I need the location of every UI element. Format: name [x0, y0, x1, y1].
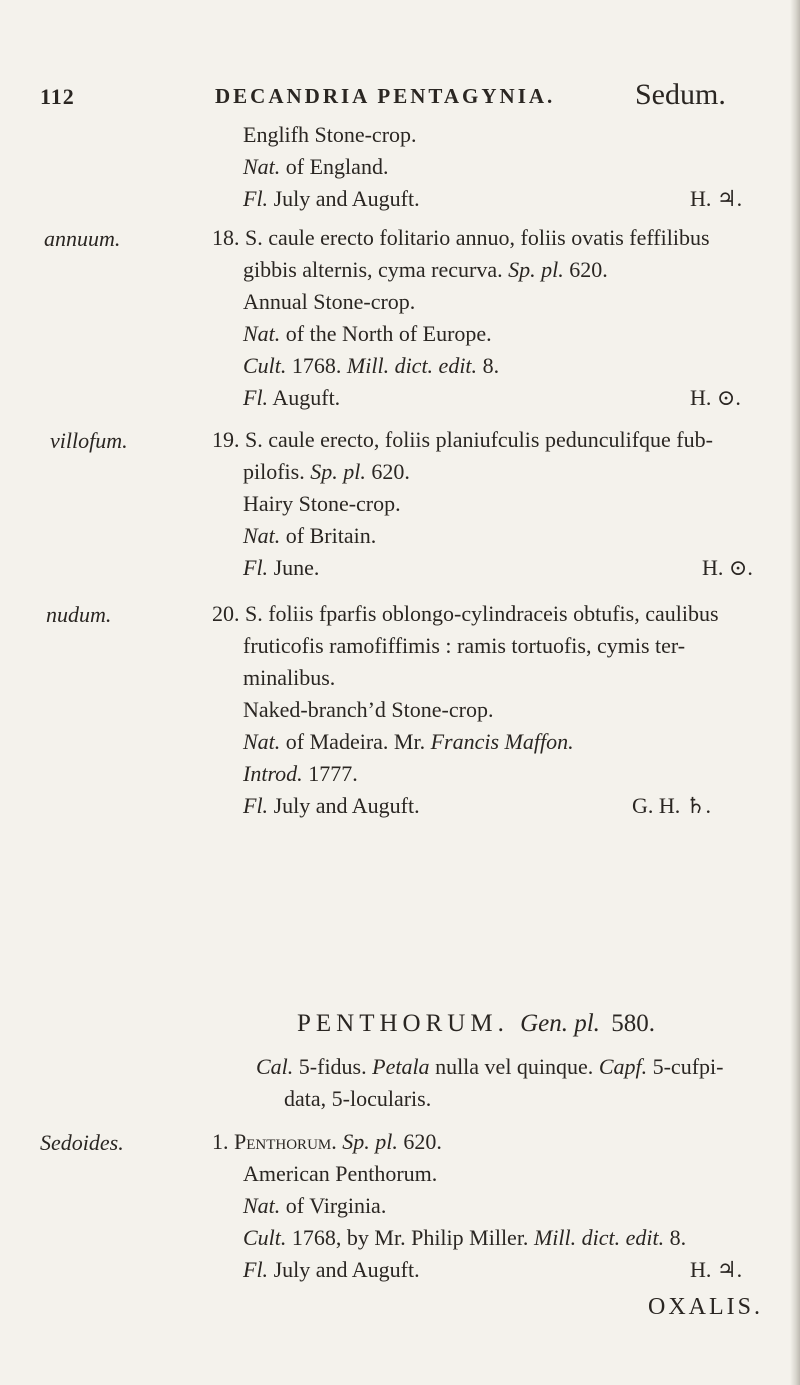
genus-title: PENTHORUM.	[297, 1010, 509, 1037]
petala-label: Petala	[372, 1054, 430, 1079]
nat-line	[243, 521, 376, 551]
fl-value: July and Auguft.	[273, 793, 420, 818]
entry-number: 1.	[212, 1129, 229, 1154]
fl-line	[243, 383, 340, 413]
cult-label: Cult.	[243, 353, 287, 378]
running-head-genus: Sedum.	[635, 78, 726, 111]
ref-num: 620.	[371, 459, 410, 484]
symbol: G. H. ♄.	[632, 793, 711, 818]
cult-edit: 8.	[482, 353, 500, 378]
nat-line	[243, 152, 388, 182]
cult-ref: Mill. dict. edit.	[533, 1225, 665, 1250]
margin-name: villofum.	[50, 428, 128, 453]
symbol: H. ⊙.	[690, 385, 741, 410]
nat-value: of Virginia.	[285, 1193, 387, 1218]
ref-label: Sp. pl.	[342, 1129, 398, 1154]
common-name: Englifh Stone-crop.	[243, 122, 417, 147]
nat-person: Francis Maffon.	[430, 729, 574, 754]
ref-num: 620.	[403, 1129, 442, 1154]
diagnosis-line	[243, 255, 608, 285]
fl-label: Fl.	[243, 555, 269, 580]
common-name: Hairy Stone-crop.	[243, 491, 401, 516]
introd-value: 1777.	[308, 761, 358, 786]
cult-ref: Mill. dict. edit.	[346, 353, 478, 378]
capf-value: 5-cufpi-	[652, 1054, 724, 1079]
common-name: Naked-branch’d Stone-crop.	[243, 697, 494, 722]
diagnosis-line	[243, 457, 410, 487]
gen-num: 580.	[611, 1010, 655, 1037]
fl-line	[243, 184, 420, 214]
genus-heading	[297, 1010, 655, 1038]
margin-name: Sedoides.	[40, 1130, 124, 1155]
ref-label: Sp. pl.	[310, 459, 366, 484]
nat-label: Nat.	[243, 321, 281, 346]
entry-name: Penthorum.	[234, 1129, 337, 1154]
diagnosis-line: 18. S. caule erecto folitario annuo, foliis ovatis feffilibus	[212, 225, 710, 250]
genus-character-line	[256, 1052, 723, 1082]
cult-value: 1768.	[291, 353, 342, 378]
petala-value: nulla vel quinque.	[435, 1054, 594, 1079]
page-number: 112	[40, 84, 75, 109]
fl-line	[243, 791, 420, 821]
fl-value: July and Auguft.	[273, 1257, 420, 1282]
common-name: American Penthorum.	[243, 1161, 438, 1186]
fl-label: Fl.	[243, 793, 269, 818]
capf-label: Capf.	[598, 1054, 648, 1079]
fl-label: Fl.	[243, 1257, 269, 1282]
nat-line	[243, 727, 574, 757]
symbol: H. ⊙.	[702, 555, 753, 580]
diagnosis-line: 20. S. foliis fparfis oblongo-cylindraceis obtufis, caulibus	[212, 601, 719, 626]
nat-value: of England.	[285, 154, 389, 179]
nat-value: of the North of Europe.	[285, 321, 492, 346]
fl-line	[243, 1255, 420, 1285]
cult-value: 1768, by Mr. Philip Miller.	[291, 1225, 529, 1250]
running-head-class: DECANDRIA PENTAGYNIA.	[215, 84, 556, 108]
fl-value: July and Auguft.	[273, 186, 420, 211]
nat-value: of Madeira. Mr.	[285, 729, 426, 754]
margin-name: annuum.	[44, 226, 121, 251]
cal-label: Cal.	[256, 1054, 294, 1079]
margin-name: nudum.	[46, 602, 112, 627]
diagnosis-line: fruticofis ramofiffimis : ramis tortuofis, cymis ter-	[243, 633, 686, 658]
diagnosis-line: minalibus.	[243, 665, 336, 690]
nat-label: Nat.	[243, 1193, 281, 1218]
introd-line	[243, 759, 358, 789]
diagnosis-text: pilofis.	[243, 459, 305, 484]
symbol: H. ♃.	[690, 1257, 743, 1282]
common-name: Annual Stone-crop.	[243, 289, 416, 314]
nat-label: Nat.	[243, 523, 281, 548]
nat-label: Nat.	[243, 154, 281, 179]
ref-num: 620.	[569, 257, 608, 282]
cult-line	[243, 351, 499, 381]
diagnosis-line: 19. S. caule erecto, foliis planiufculis pedunculifque fub-	[212, 427, 713, 452]
catchword: OXALIS.	[648, 1294, 763, 1320]
cult-edit: 8.	[669, 1225, 687, 1250]
symbol: H. ♃.	[690, 186, 743, 211]
nat-label: Nat.	[243, 729, 281, 754]
cal-value: 5-fidus.	[298, 1054, 367, 1079]
diagnosis-text: gibbis alternis, cyma recurva.	[243, 257, 503, 282]
cult-label: Cult.	[243, 1225, 287, 1250]
nat-value: of Britain.	[285, 523, 377, 548]
diagnosis-line	[212, 1127, 442, 1157]
fl-label: Fl.	[243, 186, 269, 211]
fl-label: Fl.	[243, 385, 269, 410]
introd-label: Introd.	[243, 761, 303, 786]
cult-line	[243, 1223, 686, 1253]
page-edge-shadow	[790, 0, 800, 1385]
fl-value: June.	[273, 555, 320, 580]
genus-character-line: data, 5-locularis.	[284, 1086, 432, 1111]
nat-line	[243, 319, 492, 349]
ref-label: Sp. pl.	[508, 257, 564, 282]
gen-ref: Gen. pl.	[520, 1010, 600, 1037]
nat-line	[243, 1191, 386, 1221]
fl-line	[243, 553, 319, 583]
fl-value: Auguft.	[272, 385, 341, 410]
